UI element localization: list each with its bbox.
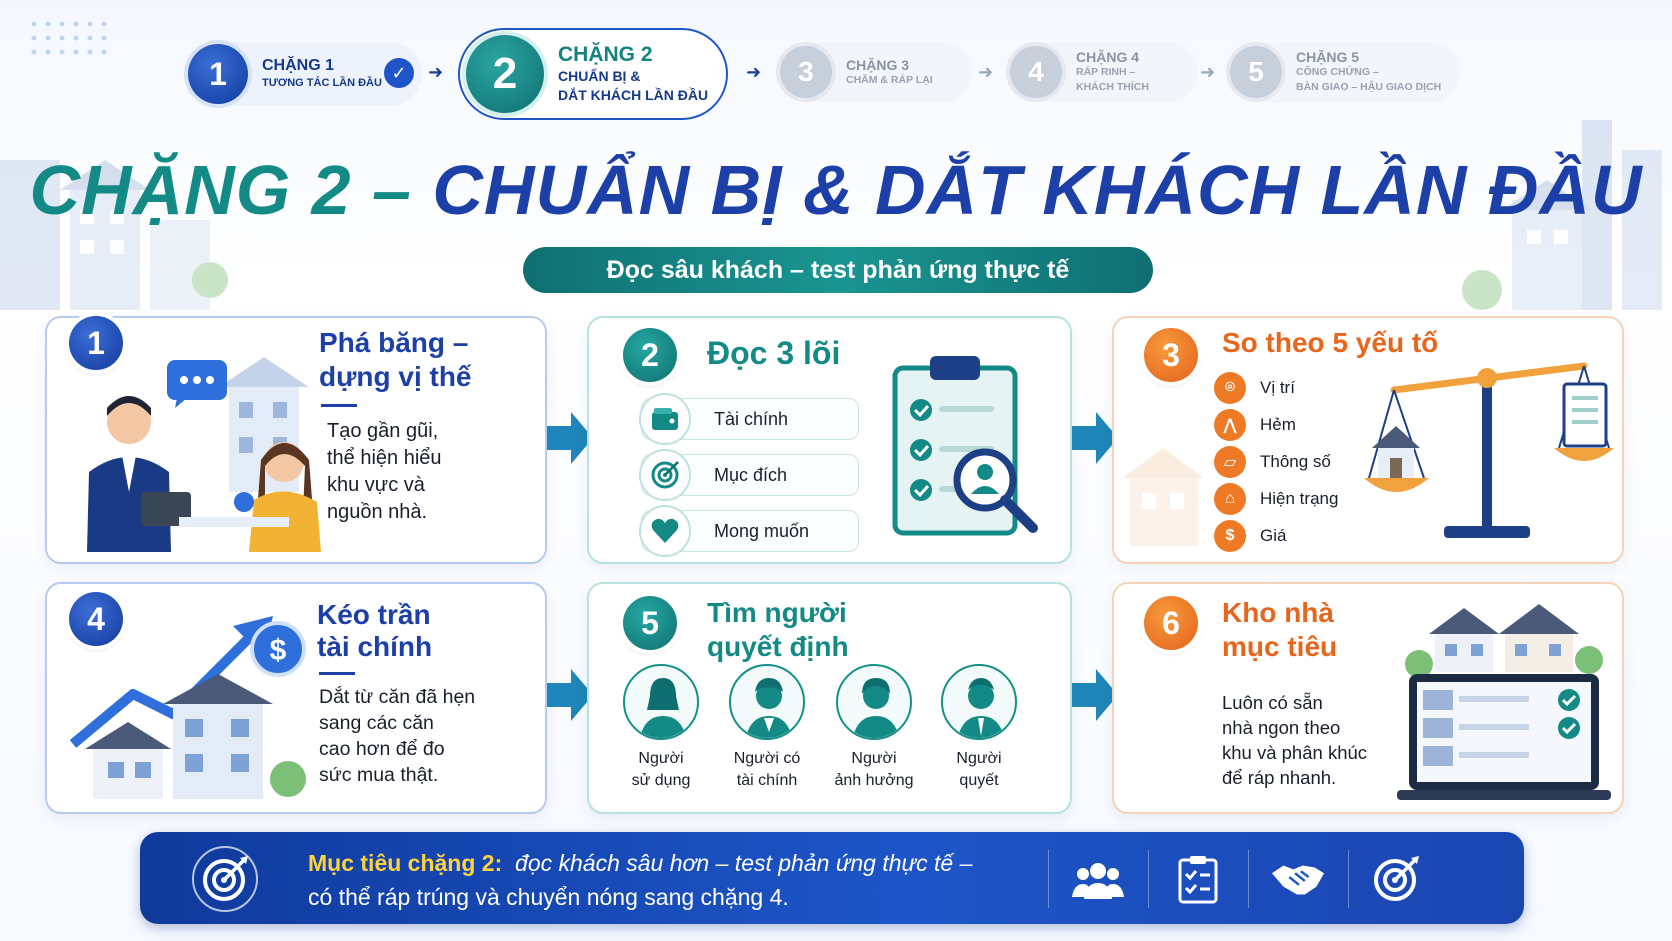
card-4-number: 4 bbox=[69, 592, 123, 646]
person-label: Người sử dụng bbox=[631, 750, 691, 789]
step-4[interactable] bbox=[1006, 42, 1198, 102]
card-6-desc-line: nhà ngon theo bbox=[1222, 717, 1341, 738]
group-icon bbox=[1070, 854, 1126, 904]
decider-avatar-icon bbox=[941, 664, 1017, 740]
step-3-title: CHẶNG 3 bbox=[846, 56, 910, 73]
step-4-title: CHẶNG 4 bbox=[1076, 49, 1140, 65]
core-item-purpose: Mục đích bbox=[641, 454, 859, 496]
faded-house-illustration bbox=[1118, 438, 1213, 548]
consultation-illustration bbox=[59, 342, 329, 552]
step-2-subtitle-line1: CHUẨN BỊ & bbox=[558, 68, 641, 84]
card-5-title-line2: quyết định bbox=[707, 631, 849, 662]
card-6-title-line2: mục tiêu bbox=[1222, 631, 1338, 662]
card-3-title: So theo 5 yếu tố bbox=[1222, 327, 1439, 358]
card-4-description bbox=[319, 684, 475, 788]
card-4-title-line1: Kéo trần bbox=[317, 599, 431, 630]
card-4-desc-line: sang các căn bbox=[319, 712, 434, 734]
arrow-right-icon: ➜ bbox=[978, 62, 994, 82]
step-2-number: 2 bbox=[466, 35, 544, 113]
checklist-icon bbox=[1170, 854, 1226, 904]
target-icon bbox=[1368, 854, 1424, 904]
arrow-right-icon: ➜ bbox=[1200, 62, 1216, 82]
page-subtitle: Đọc sâu khách – test phản ứng thực tế bbox=[523, 247, 1153, 293]
step-3-number: 3 bbox=[780, 46, 832, 98]
card-5-number: 5 bbox=[623, 596, 677, 650]
location-pin-icon: ⌾ bbox=[1214, 372, 1246, 404]
dot-pattern-decoration bbox=[30, 20, 110, 70]
arrow-right-icon: ➜ bbox=[746, 62, 762, 82]
arrow-right-icon: ➜ bbox=[428, 62, 444, 82]
card-1-description bbox=[327, 418, 442, 526]
factor-location bbox=[1214, 372, 1295, 404]
step-2-title: CHẶNG 2 bbox=[558, 43, 653, 66]
divider bbox=[1348, 850, 1349, 908]
factor-label: Giá bbox=[1260, 526, 1287, 545]
factor-price bbox=[1214, 520, 1286, 552]
svg-text:$: $ bbox=[269, 634, 287, 667]
divider bbox=[1148, 850, 1149, 908]
person-user bbox=[611, 664, 711, 792]
factor-label: Thông số bbox=[1260, 452, 1331, 471]
card-1-title-line1: Phá băng – bbox=[319, 327, 469, 358]
growth-houses-illustration bbox=[63, 604, 313, 804]
step-1-subtitle: TƯƠNG TÁC LẦN ĐẦU bbox=[262, 77, 382, 89]
dollar-icon: $ bbox=[1214, 520, 1246, 552]
card-1-underline bbox=[321, 404, 357, 407]
card-6-target-inventory bbox=[1112, 582, 1624, 814]
card-4-desc-line: Dắt từ căn đã hẹn bbox=[319, 686, 476, 708]
goal-banner bbox=[140, 832, 1524, 924]
factor-label: Hiện trạng bbox=[1260, 489, 1339, 508]
card-6-description bbox=[1222, 690, 1367, 790]
core-item-finance: Tài chính bbox=[641, 398, 859, 440]
step-1-number: 1 bbox=[188, 44, 248, 104]
step-5-title: CHẶNG 5 bbox=[1296, 49, 1360, 65]
heart-icon bbox=[639, 505, 691, 557]
card-6-desc-line: Luôn có sẵn bbox=[1222, 692, 1323, 713]
step-3[interactable] bbox=[776, 42, 972, 102]
step-5-subtitle-line2: BÀN GIAO – HẬU GIAO DỊCH bbox=[1296, 81, 1442, 93]
card-5-title-line1: Tìm người bbox=[707, 597, 847, 628]
wallet-icon bbox=[639, 393, 691, 445]
card-6-number: 6 bbox=[1144, 596, 1198, 650]
clipboard-search-illustration bbox=[885, 348, 1055, 548]
card-1-desc-line: Tạo gần gũi, bbox=[327, 420, 439, 442]
house-icon: ⌂ bbox=[1214, 483, 1246, 515]
divider bbox=[1248, 850, 1249, 908]
card-6-desc-line: để ráp nhanh. bbox=[1222, 767, 1337, 788]
card-1-break-ice bbox=[45, 316, 547, 564]
core-item-desire: Mong muốn bbox=[641, 510, 859, 552]
card-4-desc-line: cao hơn để đo bbox=[319, 738, 445, 760]
user-avatar-icon bbox=[623, 664, 699, 740]
card-3-compare-factors bbox=[1112, 316, 1624, 564]
page-title bbox=[0, 150, 1672, 230]
card-6-title-line1: Kho nhà bbox=[1222, 597, 1334, 628]
handshake-icon bbox=[1270, 854, 1326, 904]
factor-condition bbox=[1214, 483, 1338, 515]
factor-specs bbox=[1214, 446, 1331, 478]
alley-icon: ⋀ bbox=[1214, 409, 1246, 441]
scale-balance-illustration bbox=[1364, 348, 1614, 548]
step-3-subtitle: CHĂM & RÁP LẠI bbox=[846, 73, 933, 86]
step-5-subtitle-line1: CÔNG CHỨNG – bbox=[1296, 66, 1379, 78]
card-3-number: 3 bbox=[1144, 328, 1198, 382]
check-icon: ✓ bbox=[384, 58, 414, 88]
step-1[interactable] bbox=[186, 42, 422, 106]
stage-stepper bbox=[186, 28, 1516, 123]
banner-line1 bbox=[308, 850, 972, 877]
page-title-part1: CHẶNG 2 – bbox=[29, 151, 433, 229]
card-4-raise-budget bbox=[45, 582, 547, 814]
card-6-desc-line: khu và phân khúc bbox=[1222, 742, 1368, 763]
card-1-title-line2: dựng vị thế bbox=[319, 361, 472, 392]
person-financier bbox=[717, 664, 817, 792]
person-label: Người ảnh hưởng bbox=[834, 750, 914, 789]
person-influencer bbox=[824, 664, 924, 792]
card-1-desc-line: khu vực và bbox=[327, 474, 425, 496]
financier-avatar-icon bbox=[729, 664, 805, 740]
step-5-number: 5 bbox=[1230, 46, 1282, 98]
person-decider bbox=[929, 664, 1029, 792]
target-icon bbox=[192, 846, 258, 912]
laptop-listing-illustration bbox=[1389, 594, 1619, 809]
step-2-subtitle-line2: DẮT KHÁCH LẦN ĐẦU bbox=[558, 87, 709, 103]
target-icon bbox=[639, 449, 691, 501]
divider bbox=[1048, 850, 1049, 908]
step-2[interactable] bbox=[458, 28, 728, 120]
step-4-subtitle-line2: KHÁCH THÍCH bbox=[1076, 81, 1149, 93]
card-4-underline bbox=[319, 672, 355, 675]
card-4-title-line2: tài chính bbox=[317, 631, 433, 662]
banner-line2: có thể ráp trúng và chuyển nóng sang chặng 4. bbox=[308, 884, 789, 910]
person-label: Người quyết bbox=[956, 750, 1002, 789]
influencer-avatar-icon bbox=[836, 664, 912, 740]
factor-alley bbox=[1214, 409, 1296, 441]
step-4-subtitle-line1: RÁP RINH – bbox=[1076, 66, 1136, 78]
card-4-desc-line: sức mua thật. bbox=[319, 764, 439, 786]
banner-highlight: Mục tiêu chặng 2: bbox=[308, 850, 503, 876]
card-1-number: 1 bbox=[69, 316, 123, 370]
card-2-title: Đọc 3 lõi bbox=[707, 335, 841, 371]
step-1-title: CHẶNG 1 bbox=[262, 57, 335, 74]
factor-label: Hẻm bbox=[1260, 415, 1296, 434]
page-title-part2: CHUẨN BỊ & DẮT KHÁCH LẦN ĐẦU bbox=[432, 151, 1643, 229]
card-1-desc-line: thể hiện hiểu bbox=[327, 447, 442, 469]
ruler-icon: ▱ bbox=[1214, 446, 1246, 478]
card-2-number: 2 bbox=[623, 328, 677, 382]
card-2-read-core bbox=[587, 316, 1072, 564]
card-1-desc-line: nguồn nhà. bbox=[327, 501, 428, 523]
step-4-number: 4 bbox=[1010, 46, 1062, 98]
banner-line1-text: đọc khách sâu hơn – test phản ứng thực tế – bbox=[515, 850, 973, 876]
person-label: Người có tài chính bbox=[733, 750, 801, 789]
step-5[interactable] bbox=[1226, 42, 1460, 102]
factor-label: Vị trí bbox=[1260, 378, 1295, 397]
card-5-find-decider bbox=[587, 582, 1072, 814]
